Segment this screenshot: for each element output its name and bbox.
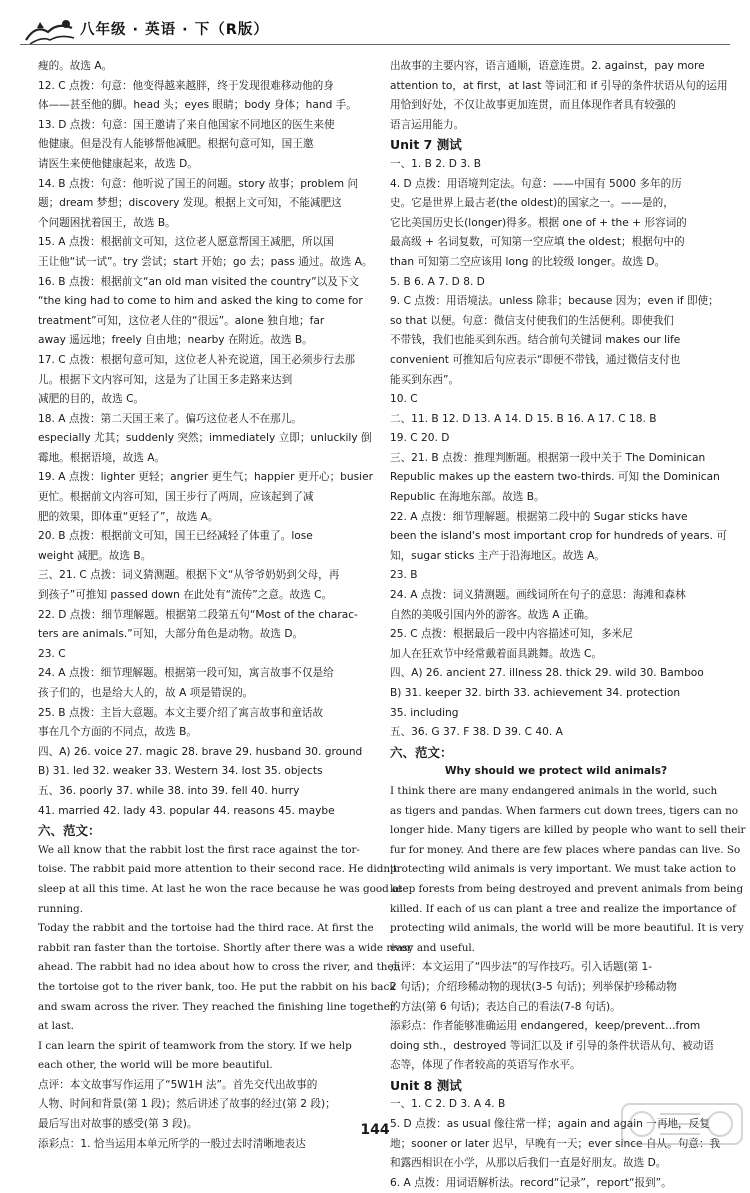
text-line: I think there are many endangered animals in the world, such xyxy=(390,784,718,797)
text-line: 肥的效果，即体重“更轻了”，故选 A。 xyxy=(38,510,219,523)
text-line: 减肥的目的，故选 C。 xyxy=(38,393,145,406)
text-line: 一、1. C 2. D 3. A 4. B xyxy=(390,1098,506,1111)
text-line: 三、21. C 点拨：词义猜测题。根据下文“从爷爷奶奶到父母，再 xyxy=(38,569,340,582)
text-line: 一、1. B 2. D 3. B xyxy=(390,157,482,170)
page-header xyxy=(0,0,750,52)
header-divider xyxy=(20,44,730,45)
text-line: 23. B xyxy=(390,569,418,582)
text-line: 孩子们的，也是给大人的，故 A 项是错误的。 xyxy=(38,687,254,699)
text-line: ahead. The rabbit had no idea about how to cross the river, and then xyxy=(38,961,401,974)
section-heading: Unit 7 测试 xyxy=(390,137,462,153)
text-line: especially 尤其；suddenly 突然；immediately 立即；unluckily 倒 xyxy=(38,432,372,445)
text-line: ters are animals.”可知，大部分角色是动物。故选 D。 xyxy=(38,628,304,641)
text-line: treatment”可知，这位老人住的“很远”。alone 独自地；far xyxy=(38,314,325,327)
text-line: 最后写出对故事的感受(第 3 段)。 xyxy=(38,1118,198,1131)
text-line: 更忙。根据前文内容可知，国王步行了两周，应该起到了减 xyxy=(38,491,314,504)
text-line: at last. xyxy=(38,1020,75,1033)
watermark-stamp-icon xyxy=(620,1098,745,1146)
text-line: 35. including xyxy=(390,706,459,719)
text-line: 王让他“试一试”。try 尝试；start 开始；go 去；pass 通过。故选 A。 xyxy=(38,255,373,268)
text-line: 10. C xyxy=(390,393,418,406)
text-line: 添彩点：作者能够准确运用 endangered，keep/prevent…from xyxy=(390,1020,701,1033)
text-line: 瘦的。故选 A。 xyxy=(38,60,113,72)
page-number: 144 xyxy=(360,1122,390,1138)
text-line: so that 以便。句意：微信支付使我们的生活便利。即使我们 xyxy=(390,314,674,327)
text-line: 19. A 点拨：lighter 更轻；angrier 更生气；happier 更开心；busier xyxy=(38,471,373,484)
text-line: 到孩子”可推知 passed down 在此处有“流传”之意。故选 C。 xyxy=(38,589,333,602)
text-line: running. xyxy=(38,902,84,915)
text-line: 能买到东西”。 xyxy=(390,373,460,386)
text-line: weight 减肥。故选 B。 xyxy=(38,549,152,562)
text-line: 点评：本文故事写作运用了“5W1H 法”。首先交代出故事的 xyxy=(38,1078,318,1091)
text-line: 四、A) 26. ancient 27. illness 28. thick 29. wild 30. Bamboo xyxy=(390,667,704,680)
text-line: rabbit ran faster than the tortoise. Shortly after there was a wide river xyxy=(38,941,412,954)
text-line: 他健康。但是没有人能够帮他减肥。根据句意可知，国王邀 xyxy=(38,138,314,151)
text-line: 个问题困扰着国王，故选 B。 xyxy=(38,216,176,229)
text-line: 12. C 点拨：句意：他变得越来越胖，终于发现很难移动他的身 xyxy=(38,79,334,92)
text-line: 二、11. B 12. D 13. A 14. D 15. B 16. A 17. C 18. B xyxy=(390,412,657,425)
text-line: protecting wild animals, the world will be more beautiful. It is very xyxy=(390,922,744,935)
text-line: been the island's most important crop for hundreds of years. 可 xyxy=(390,530,727,543)
text-line: 5. B 6. A 7. D 8. D xyxy=(390,275,485,288)
text-line: 史。它是世界上最古老(the oldest)的国家之一。——是的， xyxy=(390,197,674,210)
text-line: 9. C 点拨：用语境法。unless 除非；because 因为；even if 即使； xyxy=(390,295,719,308)
text-line: B) 31. keeper 32. birth 33. achievement 34. protection xyxy=(390,687,681,699)
text-line: keep forests from being destroyed and prevent animals from being xyxy=(390,882,744,895)
text-line: toise. The rabbit paid more attention to their second race. He didn't xyxy=(38,863,398,876)
text-line: 它比美国历史长(longer)得多。根据 one of + the + 形容词的 xyxy=(390,216,687,229)
text-line: I can learn the spirit of teamwork from the story. If we help xyxy=(38,1039,352,1052)
text-line: 13. D 点拨：句意：国王邀请了来自他国家不同地区的医生来使 xyxy=(38,118,335,131)
text-line: 语言运用能力。 xyxy=(390,118,465,131)
text-line: convenient 可推知后句应表示“即便不带钱，通过微信支付也 xyxy=(390,353,681,366)
text-line: 添彩点：1. 恰当运用本单元所学的一般过去时清晰地表达 xyxy=(38,1137,306,1150)
text-line: 4. D 点拨：用语境判定法。句意：——中国有 5000 多年的历 xyxy=(390,177,682,190)
text-line: 最高级 + 名词复数，可知第一空应填 the oldest；根据句中的 xyxy=(390,236,685,249)
text-line: 23. C xyxy=(38,647,66,660)
text-line: B) 31. led 32. weaker 33. Western 34. lost 35. objects xyxy=(38,765,323,778)
text-line: and swam across the river. They reached the finishing line together xyxy=(38,1000,395,1013)
text-line: 地；sooner or later 迟早，早晚有一天；ever since 自从。句意：我 xyxy=(390,1137,721,1150)
text-line: 体——甚至他的脚。head 头；eyes 眼睛；body 身体；hand 手。 xyxy=(38,99,357,112)
text-line: 五、36. G 37. F 38. D 39. C 40. A xyxy=(390,726,563,739)
text-line: 24. A 点拨：细节理解题。根据第一段可知，寓言故事不仅是给 xyxy=(38,667,334,680)
text-line: the tortoise got to the river bank, too. He put the rabbit on his back xyxy=(38,980,396,993)
text-line: 自然的美吸引国内外的游客。故选 A 正确。 xyxy=(390,608,595,621)
text-line: 用恰到好处，不仅让故事更加连贯，而且体现作者具有较强的 xyxy=(390,99,677,112)
text-line: 15. A 点拨：根据前文可知，这位老人愿意帮国王减肥，所以国 xyxy=(38,236,334,249)
text-line: 出故事的主要内容，语言通顺，语意连贯。2. against，pay more xyxy=(390,60,705,72)
section-heading: 六、范文： xyxy=(38,823,101,839)
text-line: away 遥远地；freely 自由地；nearby 在附近。故选 B。 xyxy=(38,334,313,347)
text-line: 人物、时间和背景(第 1 段)；然后讲述了故事的经过(第 2 段)； xyxy=(38,1098,336,1111)
text-line: 点评：本文运用了“四步法”的写作技巧。引入话题(第 1- xyxy=(390,961,653,974)
right-column xyxy=(390,57,746,1193)
text-line: 22. A 点拨：细节理解题。根据第二段中的 Sugar sticks have xyxy=(390,510,688,523)
text-line: 18. A 点拨：第二天国王来了。偏巧这位老人不在那儿。 xyxy=(38,412,302,425)
text-line: 霉地。根据语境，故选 A。 xyxy=(38,451,166,464)
text-line: Today the rabbit and the tortoise had the third race. At first the xyxy=(38,922,374,935)
text-line: 24. A 点拨：词义猜测题。画线词所在句子的意思：海滩和森林 xyxy=(390,589,686,602)
text-line: 2 句话)；介绍珍稀动物的现状(3-5 句话)；列举保护珍稀动物 xyxy=(390,980,677,993)
text-line: as tigers and pandas. When farmers cut down trees, tigers can no xyxy=(390,804,739,817)
text-line: 知，sugar sticks 主产于沿海地区。故选 A。 xyxy=(390,549,605,562)
text-line: 不带钱，我们也能买到东西。结合前句关键词 makes our life xyxy=(390,334,681,347)
text-line: than 可知第二空应该用 long 的比较级 longer。故选 D。 xyxy=(390,255,666,268)
text-line: Republic 在海地东部。故选 B。 xyxy=(390,491,545,504)
text-line: fur for money. And there are few places where pandas can live. So xyxy=(390,843,741,856)
text-line: 题；dream 梦想；discovery 发现。根据上文可知，不能减肥这 xyxy=(38,197,342,210)
text-line: 加人在狂欢节中经常戴着面具跳舞。故选 C。 xyxy=(390,647,603,660)
text-line: 五、36. poorly 37. while 38. into 39. fell 40. hurry xyxy=(38,784,300,797)
section-heading: 六、范文： xyxy=(390,744,453,760)
text-line: We all know that the rabbit lost the first race against the tor- xyxy=(38,843,360,856)
text-line: 16. B 点拨：根据前文“an old man visited the country”以及下文 xyxy=(38,275,360,288)
section-heading: Unit 8 测试 xyxy=(390,1077,462,1093)
text-line: 20. B 点拨：根据前文可知，国王已经减轻了体重了。lose xyxy=(38,530,313,543)
text-line: 的方法(第 6 句话)；表达自己的看法(7-8 句话)。 xyxy=(390,1000,621,1013)
essay-title: Why should we protect wild animals? xyxy=(444,765,668,778)
text-line: Republic makes up the eastern two-thirds. 可知 the Dominican xyxy=(390,471,720,484)
text-line: 19. C 20. D xyxy=(390,432,450,445)
text-line: 事在几个方面的不同点，故选 B。 xyxy=(38,726,197,739)
text-line: killed. If each of us can plant a tree and realize the importance of xyxy=(390,902,736,915)
text-line: each other, the world will be more beautiful. xyxy=(38,1059,273,1072)
text-line: 41. married 42. lady 43. popular 44. reasons 45. maybe xyxy=(38,804,335,817)
text-line: 17. C 点拨：根据句意可知，这位老人补充说道，国王必须步行去那 xyxy=(38,353,356,366)
text-line: 25. C 点拨：根据最后一段中内容描述可知，多米尼 xyxy=(390,628,633,641)
text-line: 25. B 点拨：主旨大意题。本文主要介绍了寓言故事和童话故 xyxy=(38,706,324,719)
header-title: 八年级 · 英语 · 下（R版） xyxy=(80,22,269,38)
text-line: 四、A) 26. voice 27. magic 28. brave 29. husband 30. ground xyxy=(38,745,363,758)
text-line: longer hide. Many tigers are killed by people who want to sell their xyxy=(390,824,746,837)
text-line: 和露西相识在小学，从那以后我们一直是好朋友。故选 D。 xyxy=(390,1157,667,1170)
text-line: 态等，体现了作者较高的英语写作水平。 xyxy=(390,1059,581,1072)
text-line: 5. D 点拨：as usual 像往常一样；again and again 一再地，反复 xyxy=(390,1118,710,1131)
text-line: 儿。根据下文内容可知，这是为了让国王多走路来达到 xyxy=(38,373,293,386)
text-line: doing sth.，destroyed 等词汇以及 if 引导的条件状语从句、被动语 xyxy=(390,1039,714,1052)
text-line: 6. A 点拨：用词语解析法。record“记录”，report“报到”。 xyxy=(390,1176,672,1189)
text-line: 14. B 点拨：句意：他听说了国王的问题。story 故事；problem 问 xyxy=(38,177,359,190)
text-line: 三、21. B 点拨：推理判断题。根据第一段中关于 The Dominican xyxy=(390,451,706,464)
text-line: 请医生来使他健康起来，故选 D。 xyxy=(38,157,198,170)
text-line: “the king had to come to him and asked the king to come for xyxy=(38,295,363,308)
text-line: protecting wild animals is very important. We must take action to xyxy=(390,863,736,876)
text-line: sleep at all this time. At last he won the race because he was good at xyxy=(38,882,403,895)
text-line: 22. D 点拨：细节理解题。根据第二段第五句“Most of the charac- xyxy=(38,608,358,621)
text-line: attention to，at first，at last 等词汇和 if 引导的条件状语从句的运用 xyxy=(390,79,728,92)
text-line: easy and useful. xyxy=(390,941,476,954)
